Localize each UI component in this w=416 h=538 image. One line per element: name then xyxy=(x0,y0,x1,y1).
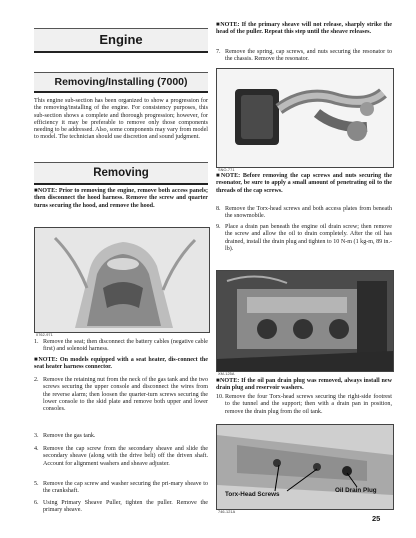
step-number: 9. xyxy=(216,224,221,230)
step-item xyxy=(216,224,392,253)
intro-paragraph: This engine sub-section has been organized to show a progression for the removing/installing of the engine. For consistency purposes, this sub-section shows a complete and thorough progression; however, for efficiency it may be preferable to remove only those components needing to be addressed. Also, some components may vary from model to model. The technician should use discretion and sound judgment. xyxy=(34,98,208,141)
note-marker-icon: ■ xyxy=(34,188,38,194)
section-header-removing xyxy=(34,162,208,185)
step-number: 6. xyxy=(34,500,39,506)
section-header-removing-installing xyxy=(34,72,208,93)
figure-caption-resonator: SNO-771 xyxy=(218,168,235,172)
note-drain-plug: ■NOTE: If the oil pan drain plug was removed, always install new drain plug and reservoir washers. xyxy=(216,378,392,392)
step-item xyxy=(34,446,208,468)
step-number: 2. xyxy=(34,377,39,383)
figure-resonator xyxy=(216,68,394,168)
figure-engine-bay xyxy=(216,270,394,372)
note-marker-icon: ■ xyxy=(216,173,221,179)
step-number: 8. xyxy=(216,206,221,212)
note-marker-icon: ■ xyxy=(34,357,39,363)
section-title: Engine xyxy=(99,32,143,47)
figure-oil-drain xyxy=(216,424,394,510)
step-text: Place a drain pan beneath the engine oil drain screw; then remove the screw and allow the oil to drain completely. After the oil has drained, install the drain plug and tighten to 10 N-m (1 kg-m, 89 in.-lb). xyxy=(225,224,392,252)
step-text: Remove the spring, cap screws, and nuts securing the resonator to the chassis. Remove the resonator. xyxy=(225,49,392,63)
step-item xyxy=(34,481,208,496)
callout-oil-drain-plug: Oil Drain Plug xyxy=(335,487,377,494)
removing-title: Removing xyxy=(93,167,149,179)
note-seat-heater: ■NOTE: On models equipped with a seat heater, dis-connect the seat heater harness connector. xyxy=(34,357,209,371)
step-number: 10. xyxy=(216,394,224,400)
step-text: Using Primary Sheave Puller, tighten the puller. Remove the primary sheave. xyxy=(43,500,208,514)
step-item xyxy=(34,433,208,440)
step-text: Remove the gas tank. xyxy=(43,433,96,439)
step-number: 4. xyxy=(34,446,39,452)
note-cap-screws: ■NOTE: Before removing the cap screws and nuts securing the resonator, be sure to apply a small amount of penetrating oil to the threads of the cap screws. xyxy=(216,173,392,194)
step-item xyxy=(34,377,208,413)
subsection-title: Removing/Installing (7000) xyxy=(54,76,188,88)
hood-illustration xyxy=(35,228,209,332)
step-text: Remove the cap screw from the secondary sheave and slide the secondary sheave (along with the drive belt) off the driven shaft. Account for alignment washers and sheave adjuster. xyxy=(43,446,208,467)
step-number: 1. xyxy=(34,339,39,345)
step-number: 7. xyxy=(216,49,221,55)
step-item xyxy=(216,206,392,221)
figure-caption-hood: 0762-971 xyxy=(36,333,53,337)
callout-torx-screws: Torx-Head Screws xyxy=(225,491,280,498)
step-text: Remove the retaining nut from the neck of the gas tank and the two screws securing the upper console and disconnect the wires from the reverse alarm; then loosen the quarter-turn screws securing the lower console to the skid plate and remove both upper and lower consoles. xyxy=(43,377,208,413)
section-header-engine xyxy=(34,28,208,53)
step-text: Remove the four Torx-head screws securing the right-side footrest to the tunnel and the support; then with a drain pan in position, remove the drain plug from the oil tank. xyxy=(225,394,392,415)
note-marker-icon: ■ xyxy=(216,378,220,384)
note-prior-removing: ■NOTE: Prior to removing the engine, remove both access panels; then disconnect the hood harness. Remove the screw and quarter turns securing the hood, and remove the hood. xyxy=(34,188,208,209)
page-number: 25 xyxy=(372,514,381,523)
step-item xyxy=(34,500,208,515)
step-number: 3. xyxy=(34,433,39,439)
note-marker-icon: ■ xyxy=(216,22,221,28)
step-text: Remove the Torx-head screws and both access plates from beneath the snowmobile. xyxy=(225,206,392,220)
step-item xyxy=(216,49,392,64)
figure-caption-drain: 746-121A xyxy=(218,510,236,514)
step-text: Remove the seat; then disconnect the battery cables (negative cable first) and solenoid harness. xyxy=(43,339,208,353)
figure-caption-engine: XM-125A xyxy=(218,372,235,376)
resonator-illustration xyxy=(217,69,393,167)
step-item xyxy=(34,339,208,354)
step-number: 5. xyxy=(34,481,39,487)
engine-bay-illustration xyxy=(217,271,393,371)
step-text: Remove the cap screw and washer securing the pri-mary sheave to the crankshaft. xyxy=(43,481,208,495)
note-primary-sheave: ■NOTE: If the primary sheave will not release, sharply strike the head of the puller. Repeat this step until the sheave releases. xyxy=(216,22,392,36)
figure-hood xyxy=(34,227,210,333)
step-item xyxy=(216,394,392,416)
